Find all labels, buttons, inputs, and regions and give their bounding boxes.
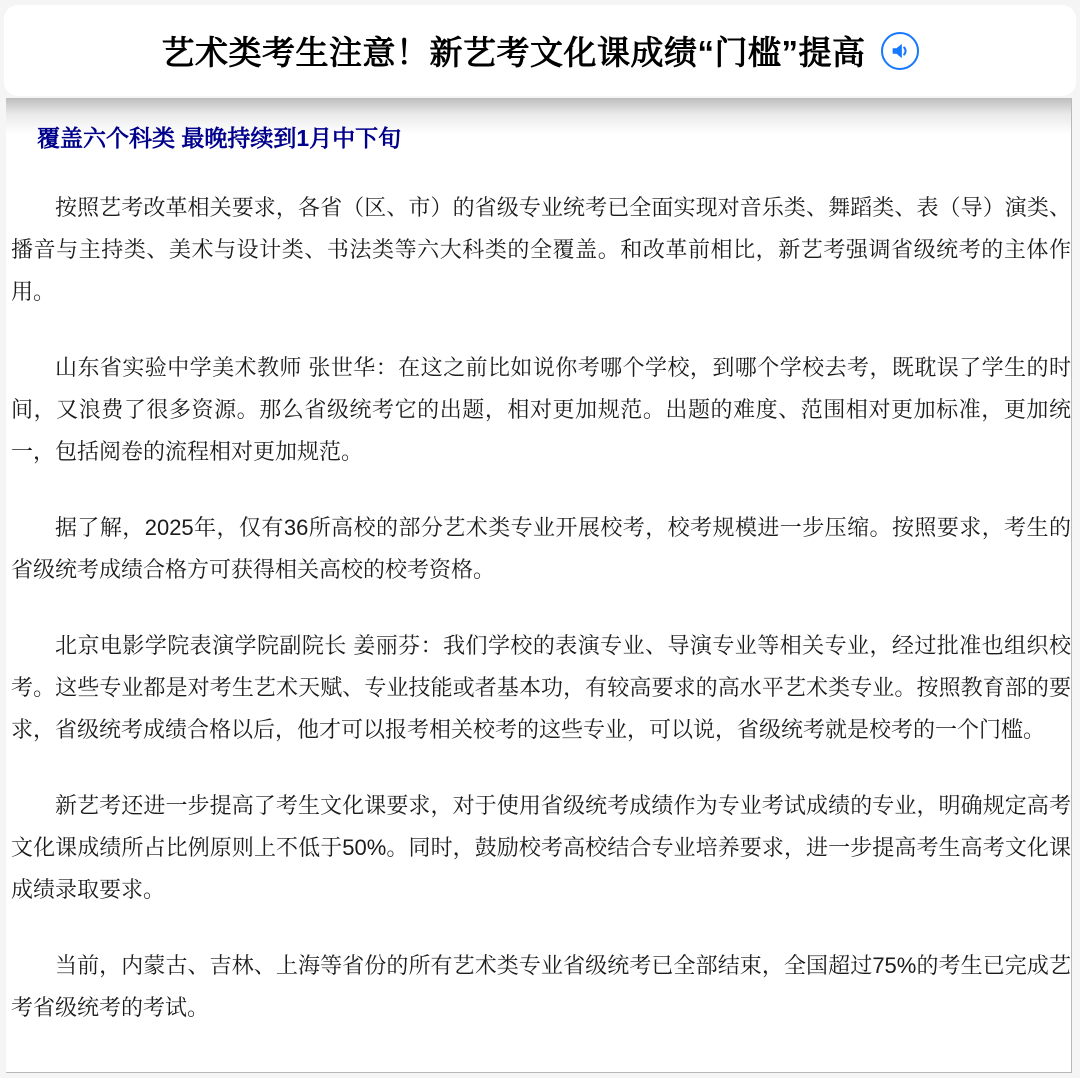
speaker-icon bbox=[889, 40, 911, 62]
header-card bbox=[4, 5, 1076, 96]
page-title: 艺术类考生注意！新艺考文化课成绩“门槛”提高 bbox=[161, 34, 866, 71]
article-subtitle: 覆盖六个科类 最晚持续到1月中下旬 bbox=[37, 125, 402, 151]
paragraph-3: 据了解，2025年，仅有36所高校的部分艺术类专业开展校考，校考规模进一步压缩。按照要求，考生的省级统考成绩合格方可获得相关高校的校考资格。 bbox=[11, 515, 1071, 582]
article-body bbox=[11, 187, 1071, 1029]
paragraph-1: 按照艺考改革相关要求，各省（区、市）的省级专业统考已全面实现对音乐类、舞蹈类、表（导）演类、播音与主持类、美术与设计类、书法类等六大科类的全覆盖。和改革前相比，新艺考强调省级统考的主体作用。 bbox=[11, 195, 1071, 304]
paragraph-4: 北京电影学院表演学院副院长 姜丽芬：我们学校的表演专业、导演专业等相关专业，经过批准也组织校考。这些专业都是对考生艺术天赋、专业技能或者基本功，有较高要求的高水平艺术类专业。按照教育部的要求，省级统考成绩合格以后，他才可以报考相关校考的这些专业，可以说，省级统考就是校考的一个门槛。 bbox=[11, 633, 1071, 742]
paragraph-5: 新艺考还进一步提高了考生文化课要求，对于使用省级统考成绩作为专业考试成绩的专业，明确规定高考文化课成绩所占比例原则上不低于50%。同时，鼓励校考高校结合专业培养要求，进一步提高考生高考文化课成绩录取要求。 bbox=[11, 793, 1071, 902]
paragraph-2: 山东省实验中学美术教师 张世华：在这之前比如说你考哪个学校，到哪个学校去考，既耽误了学生的时间，又浪费了很多资源。那么省级统考它的出题，相对更加规范。出题的难度、范围相对更加标准，更加统一，包括阅卷的流程相对更加规范。 bbox=[11, 355, 1071, 464]
play-audio-button[interactable] bbox=[881, 32, 919, 70]
paragraph-6: 当前，内蒙古、吉林、上海等省份的所有艺术类专业省级统考已全部结束，全国超过75%的考生已完成艺考省级统考的考试。 bbox=[11, 953, 1071, 1020]
article-card bbox=[6, 98, 1072, 1073]
